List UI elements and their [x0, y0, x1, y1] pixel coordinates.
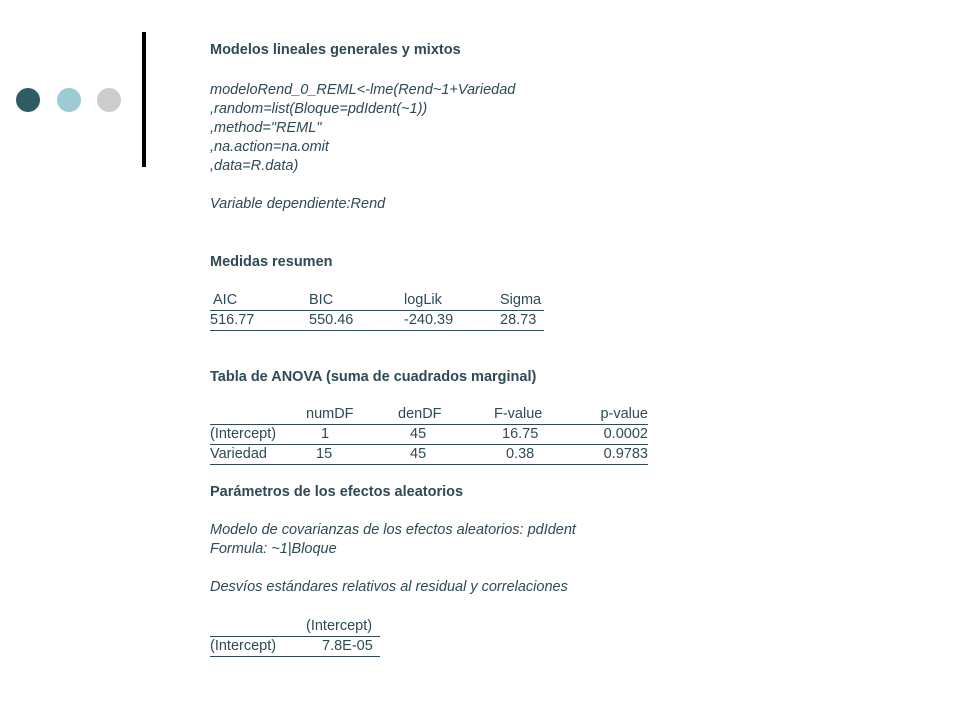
summary-table [210, 291, 544, 331]
summary-value-row [210, 311, 544, 331]
summary-header-loglik: logLik [404, 291, 500, 311]
table-row [210, 637, 380, 657]
summary-header-bic: BIC [309, 291, 404, 311]
anova-cell-pvalue: 0.0002 [580, 425, 648, 445]
table-row [210, 445, 648, 465]
random-effects-cell-value: 7.8E-05 [306, 637, 380, 657]
model-line-1: modeloRend_0_REML<-lme(Rend~1+Variedad [210, 82, 516, 98]
decorative-dot-dark [16, 88, 40, 112]
summary-header-row [210, 291, 544, 311]
anova-row-label: Variedad [210, 445, 306, 465]
anova-cell-numdf: 15 [306, 445, 398, 465]
summary-header-sigma: Sigma [500, 291, 544, 311]
anova-cell-fvalue: 16.75 [494, 425, 580, 445]
anova-header-row [210, 405, 648, 425]
anova-header-pvalue: p-value [580, 405, 648, 425]
summary-header-aic: AIC [210, 291, 309, 311]
page-title: Modelos lineales generales y mixtos [210, 42, 461, 58]
anova-cell-fvalue: 0.38 [494, 445, 580, 465]
anova-table [210, 405, 648, 465]
anova-cell-numdf: 1 [306, 425, 398, 445]
decorative-vertical-bar [142, 32, 146, 167]
random-effects-heading: Parámetros de los efectos aleatorios [210, 484, 464, 500]
summary-value-loglik: -240.39 [404, 311, 500, 331]
anova-header-numdf: numDF [306, 405, 398, 425]
random-effects-row-label: (Intercept) [210, 637, 306, 657]
anova-heading: Tabla de ANOVA (suma de cuadrados marginal) [210, 369, 537, 385]
anova-header-blank [210, 405, 306, 425]
model-line-2: ,random=list(Bloque=pdIdent(~1)) [210, 101, 428, 117]
sd-heading: Desvíos estándares relativos al residual y correlaciones [210, 579, 568, 595]
random-effects-header-row [210, 617, 380, 637]
random-effects-header-blank [210, 617, 306, 637]
table-row [210, 425, 648, 445]
covariance-model-line: Modelo de covarianzas de los efectos aleatorios: pdIdent [210, 522, 576, 538]
decorative-dot-light [57, 88, 81, 112]
model-line-5: ,data=R.data) [210, 158, 299, 174]
formula-line: Formula: ~1|Bloque [210, 541, 337, 557]
decorative-dot-gray [97, 88, 121, 112]
summary-value-aic: 516.77 [210, 311, 309, 331]
random-effects-table [210, 617, 380, 657]
summary-value-bic: 550.46 [309, 311, 404, 331]
summary-heading: Medidas resumen [210, 254, 333, 270]
model-line-3: ,method="REML" [210, 120, 322, 136]
anova-header-fvalue: F-value [494, 405, 580, 425]
anova-cell-pvalue: 0.9783 [580, 445, 648, 465]
anova-row-label: (Intercept) [210, 425, 306, 445]
anova-header-dendf: denDF [398, 405, 494, 425]
anova-cell-dendf: 45 [398, 445, 494, 465]
dependent-variable: Variable dependiente:Rend [210, 196, 386, 212]
model-line-4: ,na.action=na.omit [210, 139, 329, 155]
summary-value-sigma: 28.73 [500, 311, 544, 331]
random-effects-header-intercept: (Intercept) [306, 617, 380, 637]
anova-cell-dendf: 45 [398, 425, 494, 445]
